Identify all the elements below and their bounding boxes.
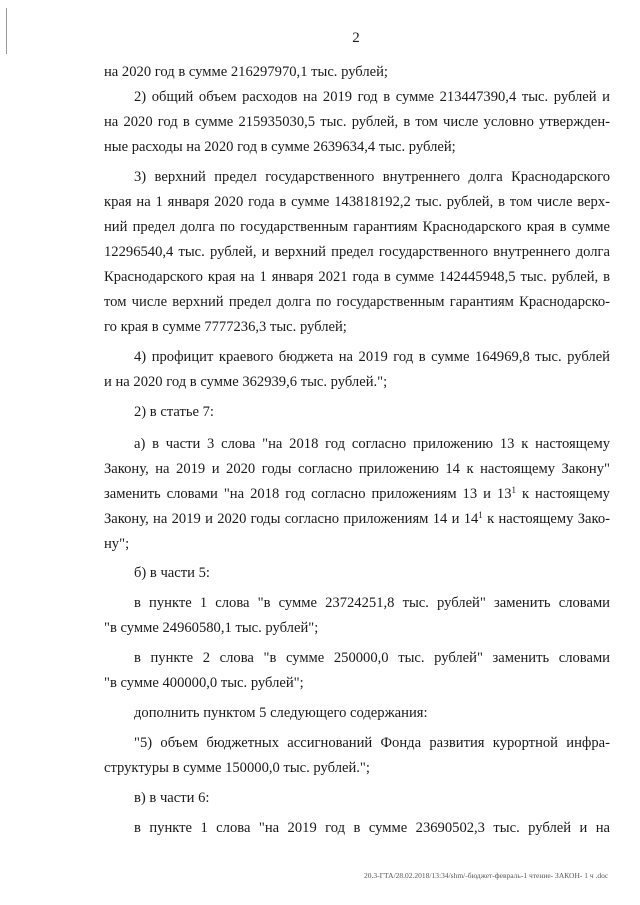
text-line: 2) в статье 7: [134, 404, 214, 420]
text-line: на 2020 год в сумме 215935030,5 тыс. рублей, в том числе условно утвержден- [104, 114, 610, 130]
text-line: 12296540,4 тыс. рублей, и верхний предел государственного внутреннего долга [104, 244, 610, 260]
text-segment: к настоящему Зако- [482, 511, 610, 527]
superscript: 1 [478, 510, 483, 520]
text-line: и на 2020 год в сумме 362939,6 тыс. рублей."; [104, 374, 388, 390]
text-line: "5) объем бюджетных ассигнований Фонда развития курортной инфра- [134, 735, 610, 751]
text-line: ний предел долга по государственным гарантиям Краснодарского края в сумме [104, 219, 610, 235]
text-line: дополнить пунктом 5 следующего содержания: [134, 705, 428, 721]
text-segment: к настоящему [516, 486, 610, 502]
text-line: а) в части 3 слова "на 2018 год согласно приложению 13 к настоящему [134, 436, 610, 452]
text-line: в пункте 1 слова "на 2019 год в сумме 23690502,3 тыс. рублей и на [134, 820, 610, 836]
text-line: ные расходы на 2020 год в сумме 2639634,4 тыс. рублей; [104, 139, 456, 155]
text-line: ну"; [104, 536, 130, 552]
text-line: Закону, на 2019 и 2020 годы согласно приложению 14 к настоящему Закону" [104, 461, 610, 477]
text-line: в пункте 1 слова "в сумме 23724251,8 тыс. рублей" заменить словами [134, 595, 610, 611]
text-segment: заменить словами "на 2018 год согласно приложениям 13 и 13 [104, 486, 512, 502]
text-line [104, 484, 610, 504]
text-line: края на 1 января 2020 года в сумме 143818192,2 тыс. рублей, в том числе верх- [104, 194, 610, 210]
text-line: го края в сумме 7777236,3 тыс. рублей; [104, 319, 347, 335]
text-line: 4) профицит краевого бюджета на 2019 год в сумме 164969,8 тыс. рублей [134, 349, 610, 365]
page-number: 2 [352, 30, 360, 46]
text-line: "в сумме 24960580,1 тыс. рублей"; [104, 620, 319, 636]
text-line: Краснодарского края на 1 января 2021 года в сумме 142445948,5 тыс. рублей, в [104, 269, 610, 285]
text-line: структуры в сумме 150000,0 тыс. рублей."; [104, 760, 370, 776]
text-segment: Закону, на 2019 и 2020 годы согласно приложениям 14 и 14 [104, 511, 479, 527]
text-line: б) в части 5: [134, 565, 210, 581]
text-line: 3) верхний предел государственного внутреннего долга Краснодарского [134, 169, 610, 185]
text-line: в) в части 6: [134, 790, 210, 806]
text-line: том числе верхний предел долга по государственным гарантиям Краснодарско- [104, 294, 610, 310]
file-path-footer: 20.3-ГТА/28.02.2018/13:34/shm/-бюджет-февраль-1 чтение- ЗАКОН- 1 ч .doc [364, 871, 609, 880]
text-line: 2) общий объем расходов на 2019 год в сумме 213447390,4 тыс. рублей и [134, 89, 610, 105]
text-line: в пункте 2 слова "в сумме 250000,0 тыс. рублей" заменить словами [134, 650, 610, 666]
text-line: на 2020 год в сумме 216297970,1 тыс. рублей; [104, 64, 388, 80]
text-line: "в сумме 400000,0 тыс. рублей"; [104, 675, 304, 691]
superscript: 1 [511, 485, 516, 495]
text-line [104, 509, 610, 529]
